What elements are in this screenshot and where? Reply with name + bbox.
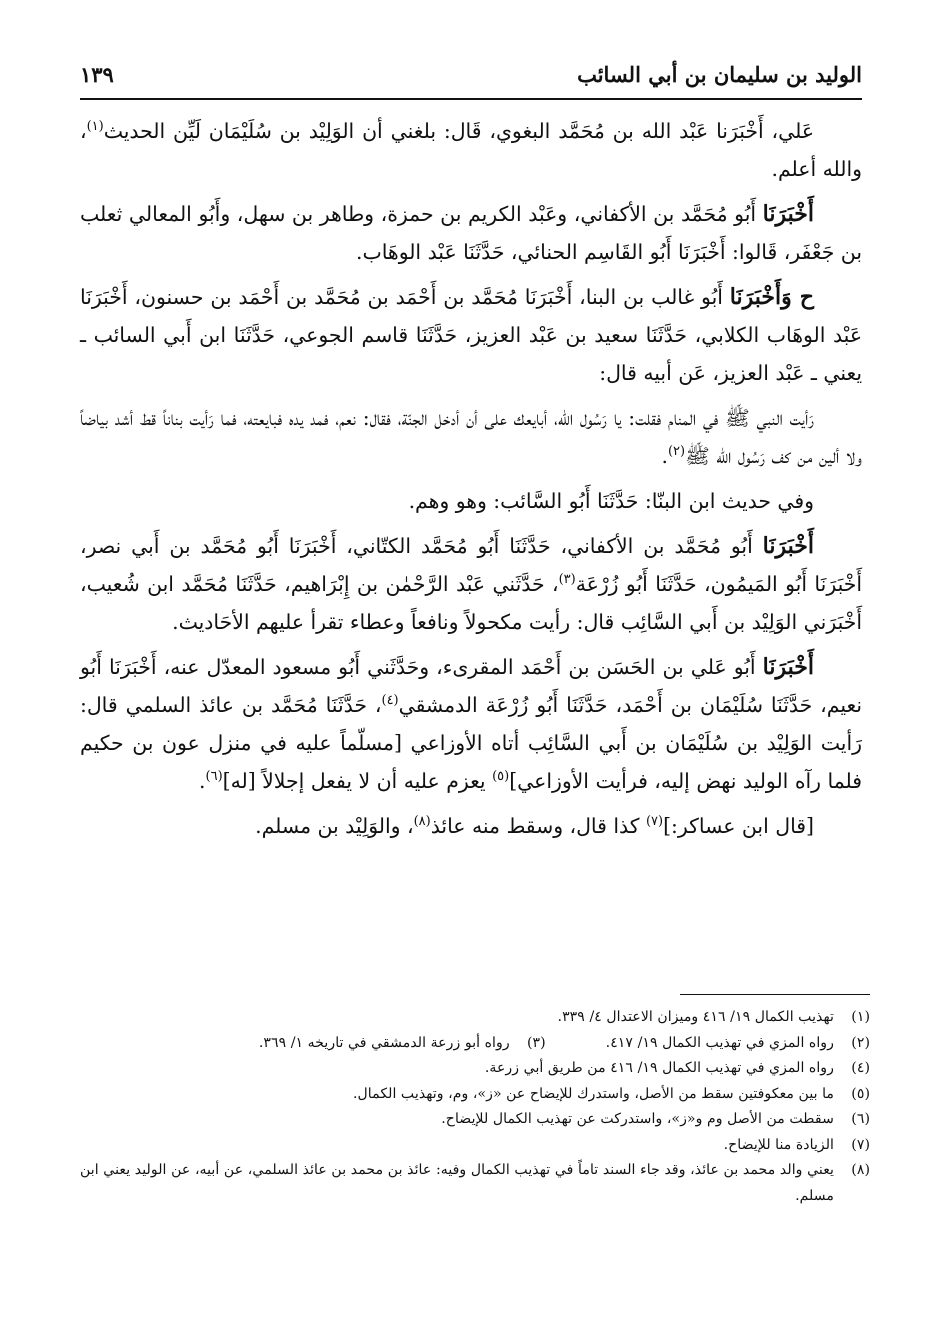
footnote-text: رواه أبو زرعة الدمشقي في تاريخه ١/ ٣٦٩. <box>258 1034 510 1051</box>
paragraph-text: . <box>661 444 668 468</box>
paragraph-text: عَلي، أَخْبَرَنا عَبْد الله بن مُحَمَّد البغوي، قَال: بلغني أن الوَلِيْد بن سُلَيْمَان لَيِّن الحديث <box>103 119 814 143</box>
footnote-number: (٤) <box>851 1060 870 1076</box>
footnote-1 <box>80 1005 870 1031</box>
paragraph-text: [قال ابن عساكر:] <box>663 814 814 838</box>
footnote-ref: (٧) <box>645 814 664 830</box>
paragraph-text: أَبُو مُحَمَّد بن الأكفاني، وعَبْد الكريم بن حمزة، وطاهر بن سهل، وأَبُو المعالي ثعلب بن جَعْفَر، قَالوا: أَخْبَرَنَا أَبُو القَاسِم الحنائي، حَدَّثَنَا عَبْد الوهَاب. <box>80 202 862 264</box>
footnote-text: رواه المزي في تهذيب الكمال ١٩/ ٤١٧. <box>605 1034 834 1051</box>
isnad-lead: أَخْبَرَنَا <box>762 533 814 559</box>
paragraph-text: ، والوَلِيْد بن مسلم. <box>255 814 414 838</box>
header-rule <box>80 98 862 100</box>
footnote-ref: (٦) <box>205 769 223 785</box>
isnad-lead: أَخْبَرَنَا <box>762 201 814 227</box>
paragraph <box>80 399 862 475</box>
paragraph-text: ، حَدَّثَني عَبْد الرَّحْمٰن بن إِبْرَاهيم، حَدَّثَنَا مُحَمَّد ابن شُعيب، أَخْبَرَني الوَلِيْد بن أَبي السَّائِب قال: رأيت مكحولاً ونافعاً وعطاء تقرأ عليهم الأحَاديث. <box>80 572 862 634</box>
footnote-text: ما بين معكوفتين سقط من الأصل، واستدرك للإيضاح عن «ز»، وم، وتهذيب الكمال. <box>352 1085 834 1102</box>
footnote-text: يعني والد محمد بن عائذ، وقد جاء السند تاماً في تهذيب الكمال وفيه: عائذ بن محمد بن عائذ السلمي، عن أبيه، عن الوليد يعني ابن مسلم. <box>80 1162 834 1204</box>
footnote-number: (٧) <box>851 1136 870 1153</box>
footnote-6 <box>80 1107 870 1133</box>
paragraph-text: وفي حديث ابن البنّا: حَدَّثَنَا أَبُو السَّائب: وهو وهم. <box>408 489 814 513</box>
footnote-ref: (٥) <box>492 769 510 785</box>
paragraph-text: رَأيت النبي ﷺ في المنام فقلت: يا رَسُول الله، أبايعك على أن أدخل الجنّة، فقال: نعم، فمد يده فبايعته، فما رَأيت بناناً قط أشد بياضاً ولا ألين من كف رَسُول الله ﷺ <box>80 406 862 468</box>
paragraph <box>80 278 862 392</box>
paragraph <box>80 648 862 800</box>
isnad-lead: ح وَأَخْبَرَنَا <box>729 284 814 310</box>
paragraph-text: . <box>199 769 206 793</box>
footnote-7 <box>80 1133 870 1159</box>
footnote-5 <box>80 1082 870 1108</box>
paragraph-text: كذا قال، وسقط منه عائذ <box>430 814 646 838</box>
footnote-number: (٢) <box>851 1034 870 1051</box>
paragraph-text: يعزم عليه أن لا يفعل إجلالاً [له] <box>222 769 493 793</box>
paragraph <box>80 482 862 520</box>
footnote-8 <box>80 1158 870 1209</box>
footnotes <box>80 1005 870 1209</box>
paragraph <box>80 112 862 188</box>
paragraph-text: أَبُو مُحَمَّد بن الأكفاني، حَدَّثَنَا أَبُو مُحَمَّد الكتّاني، أَخْبَرَنَا أَبُو مُحَمَّد بن أَبي نصر، أَخْبَرَنَا أَبُو المَيمُون، حَدَّثَنَا أَبُو زُرْعَة <box>80 534 862 596</box>
footnote-ref: (٤) <box>381 693 399 709</box>
footnote-number: (٦) <box>851 1111 870 1127</box>
running-title: الوليد بن سليمان بن أبي السائب <box>577 62 862 87</box>
running-header <box>80 56 862 96</box>
footnote-ref: (٨) <box>413 814 431 830</box>
isnad-lead: أَخْبَرَنَا <box>762 654 814 680</box>
footnote-text: تهذيب الكمال ١٩/ ٤١٦ وميزان الاعتدال ٤/ ٣٣٩. <box>557 1009 834 1025</box>
footnote-text: رواه المزي في تهذيب الكمال ١٩/ ٤١٦ من طريق أبي زرعة. <box>484 1060 834 1076</box>
page-number: ١٣٩ <box>80 62 114 87</box>
footnote-number: (١) <box>851 1009 870 1025</box>
paragraph <box>80 527 862 641</box>
paragraph-text: أَبُو عَلي بن الحَسَن بن أَحْمَد المقرىء، وحَدَّثَني أَبُو مسعود المعدّل عنه، أَخْبَرَنَا أَبُو نعيم، حَدَّثَنَا سُلَيْمَان بن أَحْمَد، حَدَّثَنَا أَبُو زُرْعَة الدمشقي <box>80 655 862 717</box>
footnote-number: (٨) <box>851 1162 870 1178</box>
paragraph-text: أَبُو غالب بن البنا، أَخْبَرَنَا مُحَمَّد بن أَحْمَد بن مُحَمَّد بن أَحْمَد بن حسنون، أَخْبَرَنَا عَبْد الوهَاب الكلابي، حَدَّثَنَا سعيد بن عَبْد العزيز، حَدَّثَنَا قاسم الجوعي، حَدَّثَنَا ابن أَبي السائب ـ يعني ـ عَبْد العزيز، عَن أبيه قال: <box>80 285 862 385</box>
paragraph-text: ، والله أعلم. <box>80 119 862 181</box>
footnote-text: سقطت من الأصل وم و«ز»، واستدركت عن تهذيب الكمال للإيضاح. <box>441 1111 834 1127</box>
footnote-number: (٥) <box>851 1085 870 1102</box>
footnote-2 <box>606 1031 870 1057</box>
footnote-3 <box>259 1031 546 1057</box>
footnote-ref: (٣) <box>558 572 576 588</box>
main-text <box>80 112 862 852</box>
paragraph-text: ، حَدَّثَنَا مُحَمَّد بن عائذ السلمي قال: رَأيت الوَلِيْد بن سُلَيْمَان بن أَبي السَّائِب أتاه الأوزاعي [مسلّماً عليه في منزل عون بن حكيم فلما رآه الوليد نهض إليه، فرأيت الأوزاعي] <box>80 693 862 793</box>
paragraph <box>80 195 862 271</box>
footnote-separator <box>680 994 870 995</box>
footnote-ref: (١) <box>86 119 104 135</box>
paragraph <box>80 807 862 845</box>
footnote-row <box>80 1031 870 1057</box>
footnote-4 <box>80 1056 870 1082</box>
footnote-text: الزيادة منا للإيضاح. <box>723 1136 834 1153</box>
footnote-ref: (٢) <box>667 444 686 460</box>
footnote-number: (٣) <box>526 1034 546 1051</box>
